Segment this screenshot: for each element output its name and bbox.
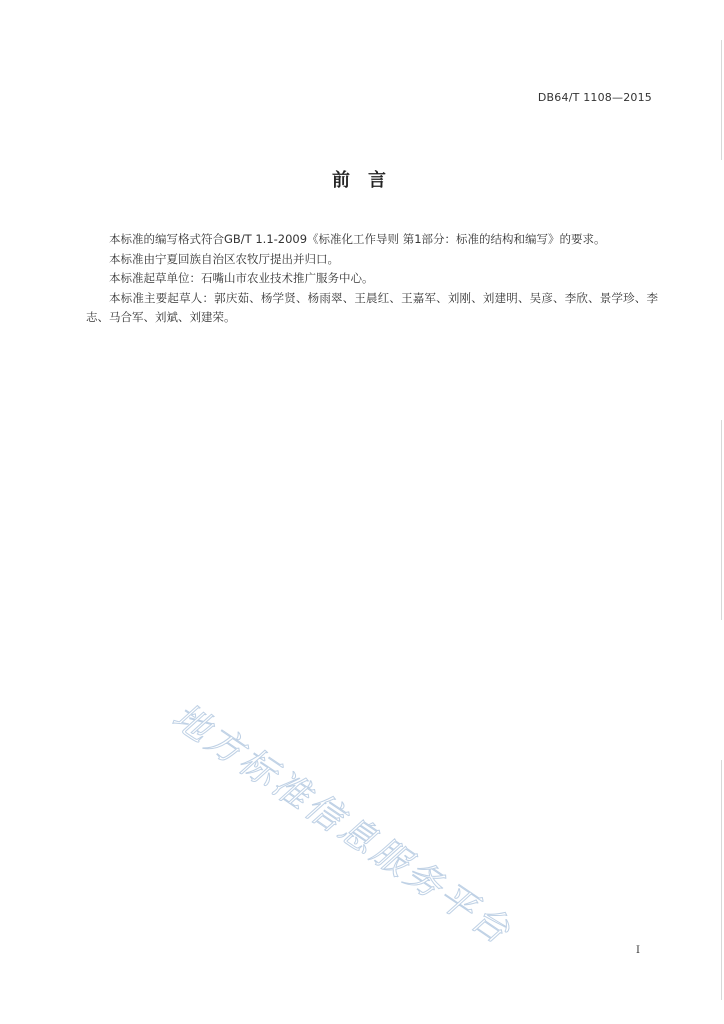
scan-edge-mark [721, 40, 722, 160]
paragraph-format: 本标准的编写格式符合GB/T 1.1-2009《标准化工作导则 第1部分：标准的结构和编写》的要求。 [109, 232, 606, 246]
standard-code: DB64/T 1108—2015 [537, 91, 652, 104]
paragraph-drafters: 本标准主要起草人：郭庆茹、杨学贤、杨雨翠、王晨红、王嘉军、刘刚、刘建明、吴彦、李欣、景学珍、李志、马合军、刘斌、刘建荣。 [86, 290, 658, 324]
scan-edge-mark [721, 420, 722, 620]
paragraph-drafting-unit: 本标准起草单位：石嘴山市农业技术推广服务中心。 [109, 271, 374, 285]
foreword-body [86, 230, 658, 328]
scan-edge-mark [721, 760, 722, 1000]
page-number: I [636, 945, 640, 956]
paragraph-proposer: 本标准由宁夏回族自治区农牧厅提出并归口。 [109, 251, 339, 266]
foreword-title: 前言 [332, 170, 404, 191]
watermark: 地方标准信息服务平台 [164, 695, 520, 954]
